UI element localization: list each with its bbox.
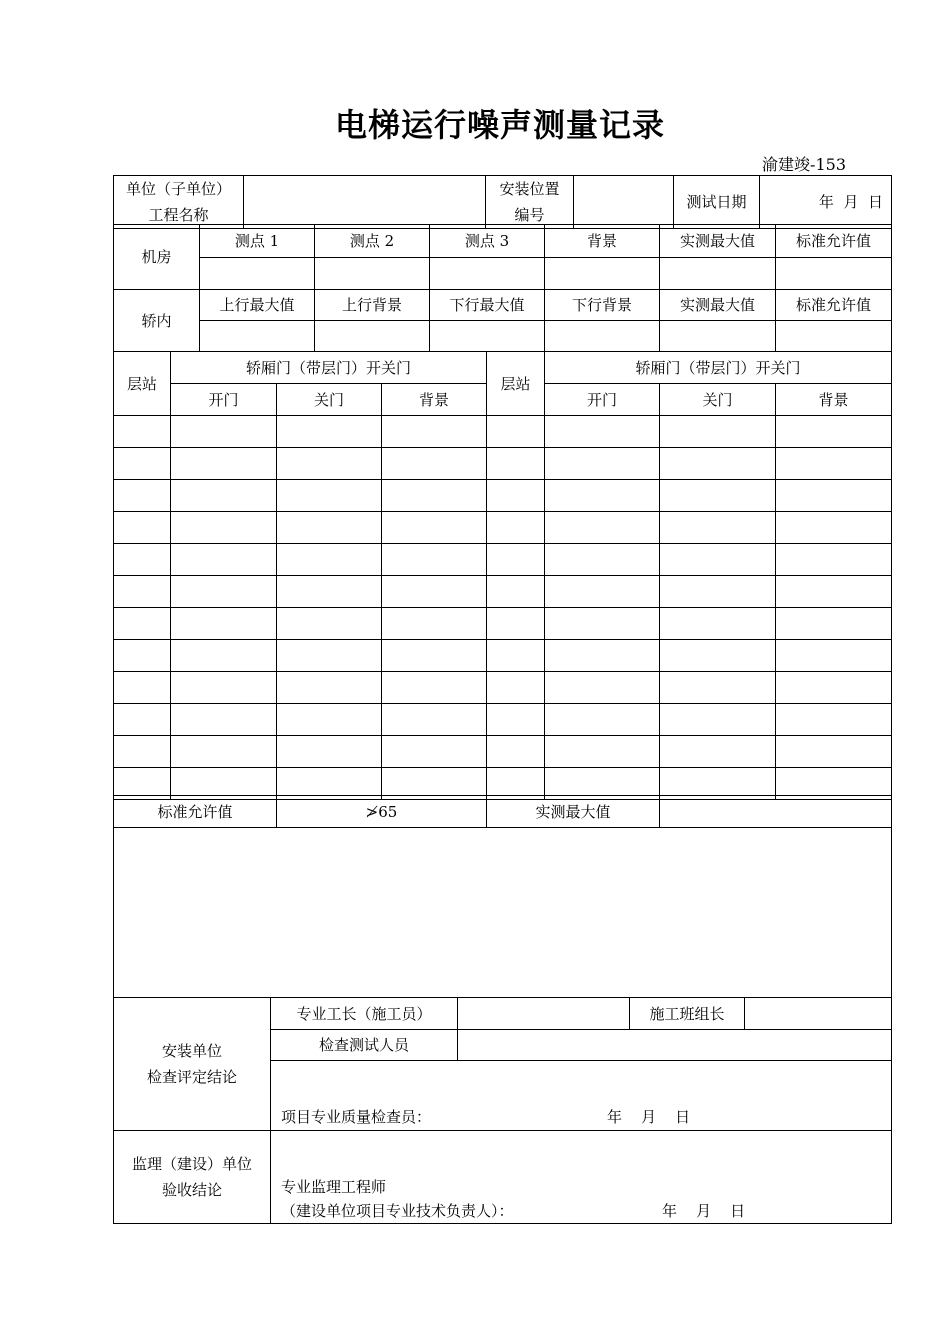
data-cell[interactable] — [315, 258, 430, 290]
tester-field[interactable] — [458, 1030, 892, 1061]
data-cell[interactable] — [382, 448, 487, 480]
team-leader-field[interactable] — [745, 998, 892, 1030]
data-cell[interactable] — [487, 448, 545, 480]
data-cell[interactable] — [776, 416, 892, 448]
table-row — [114, 576, 892, 608]
header-table — [113, 175, 892, 229]
remarks-area[interactable] — [114, 828, 892, 998]
station-label-left: 层站 — [114, 352, 171, 416]
data-cell[interactable] — [487, 736, 545, 768]
data-cell[interactable] — [545, 480, 660, 512]
unit-label: 单位（子单位） 工程名称 — [114, 176, 244, 229]
col-header: 背景 — [776, 384, 892, 416]
data-cell[interactable] — [487, 704, 545, 736]
data-cell[interactable] — [660, 512, 776, 544]
data-cell[interactable] — [171, 448, 277, 480]
supervisor-label-line1: 专业监理工程师 — [281, 1178, 387, 1196]
data-cell[interactable] — [487, 608, 545, 640]
col-header: 测点 1 — [200, 225, 315, 258]
data-cell[interactable] — [382, 704, 487, 736]
data-cell[interactable] — [660, 608, 776, 640]
data-cell[interactable] — [171, 608, 277, 640]
data-cell[interactable] — [200, 258, 315, 290]
table-row — [114, 608, 892, 640]
foreman-field[interactable] — [458, 998, 630, 1030]
col-header: 背景 — [382, 384, 487, 416]
col-header: 开门 — [171, 384, 277, 416]
col-header: 上行背景 — [315, 290, 430, 321]
install-position-label: 安装位置 编号 — [486, 176, 574, 229]
data-cell[interactable] — [487, 480, 545, 512]
data-cell[interactable] — [776, 608, 892, 640]
data-cell[interactable] — [660, 672, 776, 704]
data-cell[interactable] — [776, 672, 892, 704]
data-cell[interactable] — [660, 416, 776, 448]
data-cell[interactable] — [114, 736, 171, 768]
data-cell[interactable] — [114, 576, 171, 608]
col-header: 上行最大值 — [200, 290, 315, 321]
data-cell[interactable] — [171, 640, 277, 672]
col-header: 下行最大值 — [430, 290, 545, 321]
data-cell[interactable] — [660, 576, 776, 608]
data-cell[interactable] — [277, 448, 382, 480]
data-cell[interactable] — [545, 512, 660, 544]
data-cell[interactable] — [114, 416, 171, 448]
machine-room-label: 机房 — [114, 225, 200, 290]
data-cell[interactable] — [545, 321, 660, 352]
form-code: 渝建竣-153 — [762, 155, 846, 174]
data-cell[interactable] — [382, 672, 487, 704]
data-cell[interactable] — [776, 512, 892, 544]
col-header: 实测最大值 — [660, 290, 776, 321]
measured-max-field[interactable] — [660, 796, 892, 828]
data-cell[interactable] — [171, 544, 277, 576]
data-cell[interactable] — [382, 576, 487, 608]
col-header: 标准允许值 — [776, 290, 892, 321]
data-cell[interactable] — [114, 704, 171, 736]
supervision-label: 监理（建设）单位 验收结论 — [114, 1131, 271, 1224]
data-cell[interactable] — [114, 672, 171, 704]
measure-table — [113, 224, 892, 352]
data-cell[interactable] — [545, 672, 660, 704]
data-cell[interactable] — [430, 258, 545, 290]
col-header: 开门 — [545, 384, 660, 416]
data-cell[interactable] — [277, 672, 382, 704]
table-row — [114, 672, 892, 704]
table-row — [114, 704, 892, 736]
data-cell[interactable] — [660, 544, 776, 576]
data-cell[interactable] — [545, 416, 660, 448]
data-cell[interactable] — [171, 672, 277, 704]
measured-max-label: 实测最大值 — [487, 796, 660, 828]
supervisor-label-line2: （建设单位项目专业技术负责人）： — [281, 1202, 514, 1220]
station-label-right: 层站 — [487, 352, 545, 416]
install-position-field[interactable] — [574, 176, 674, 229]
data-cell[interactable] — [277, 544, 382, 576]
install-conclusion-area[interactable] — [271, 1061, 892, 1131]
col-header: 背景 — [545, 225, 660, 258]
data-cell[interactable] — [660, 704, 776, 736]
data-cell[interactable] — [776, 258, 892, 290]
data-cell[interactable] — [545, 640, 660, 672]
data-cell[interactable] — [545, 448, 660, 480]
supervision-conclusion-area[interactable] — [271, 1131, 892, 1224]
data-cell[interactable] — [277, 736, 382, 768]
col-header: 关门 — [277, 384, 382, 416]
door-group-header-right: 轿厢门（带层门）开关门 — [545, 352, 892, 384]
col-header: 标准允许值 — [776, 225, 892, 258]
data-cell[interactable] — [114, 640, 171, 672]
data-cell[interactable] — [114, 544, 171, 576]
table-row — [114, 512, 892, 544]
table-row — [114, 544, 892, 576]
data-cell[interactable] — [660, 321, 776, 352]
data-cell[interactable] — [487, 544, 545, 576]
car-inside-label: 轿内 — [114, 290, 200, 352]
table-row — [114, 640, 892, 672]
data-cell[interactable] — [776, 448, 892, 480]
data-cell[interactable] — [487, 512, 545, 544]
data-cell[interactable] — [776, 736, 892, 768]
data-cell[interactable] — [660, 258, 776, 290]
data-cell[interactable] — [776, 640, 892, 672]
data-cell[interactable] — [545, 576, 660, 608]
signature-table — [113, 997, 892, 1224]
data-cell[interactable] — [487, 416, 545, 448]
data-cell[interactable] — [171, 416, 277, 448]
data-cell[interactable] — [382, 480, 487, 512]
door-group-header-left: 轿厢门（带层门）开关门 — [171, 352, 487, 384]
data-cell[interactable] — [171, 512, 277, 544]
data-cell[interactable] — [382, 608, 487, 640]
test-date-label: 测试日期 — [674, 176, 760, 229]
data-cell[interactable] — [277, 704, 382, 736]
data-cell[interactable] — [277, 576, 382, 608]
data-cell[interactable] — [277, 480, 382, 512]
install-unit-label: 安装单位 检查评定结论 — [114, 998, 271, 1131]
team-leader-label: 施工班组长 — [630, 998, 745, 1030]
data-cell[interactable] — [382, 640, 487, 672]
table-row — [114, 480, 892, 512]
data-cell[interactable] — [277, 416, 382, 448]
col-header: 实测最大值 — [660, 225, 776, 258]
col-header: 关门 — [660, 384, 776, 416]
data-cell[interactable] — [776, 480, 892, 512]
page-title: 电梯运行噪声测量记录 — [334, 106, 665, 144]
floor-table — [113, 351, 892, 800]
data-cell[interactable] — [660, 480, 776, 512]
data-cell[interactable] — [315, 321, 430, 352]
data-cell[interactable] — [114, 512, 171, 544]
supervision-date: 年 月 日 — [662, 1202, 746, 1220]
data-cell[interactable] — [171, 704, 277, 736]
foreman-label: 专业工长（施工员） — [271, 998, 458, 1030]
data-cell[interactable] — [200, 321, 315, 352]
data-cell[interactable] — [277, 640, 382, 672]
data-cell[interactable] — [114, 448, 171, 480]
inspector-label: 项目专业质量检查员： — [281, 1108, 432, 1126]
data-cell[interactable] — [545, 736, 660, 768]
table-row — [114, 416, 892, 448]
data-cell[interactable] — [382, 544, 487, 576]
data-cell[interactable] — [545, 258, 660, 290]
table-row — [114, 736, 892, 768]
test-date-field[interactable]: 年 月 日 — [760, 176, 892, 229]
data-cell[interactable] — [114, 480, 171, 512]
table-row — [114, 448, 892, 480]
summary-table — [113, 795, 892, 998]
data-cell[interactable] — [171, 480, 277, 512]
install-date: 年 月 日 — [607, 1108, 691, 1126]
unit-value-field[interactable] — [244, 176, 486, 229]
data-cell[interactable] — [487, 640, 545, 672]
std-allowed-value: ≯65 — [277, 796, 487, 828]
data-cell[interactable] — [660, 640, 776, 672]
data-cell[interactable] — [382, 416, 487, 448]
col-header: 测点 3 — [430, 225, 545, 258]
data-cell[interactable] — [277, 512, 382, 544]
data-cell[interactable] — [382, 736, 487, 768]
data-cell[interactable] — [660, 448, 776, 480]
data-cell[interactable] — [776, 544, 892, 576]
data-cell[interactable] — [114, 608, 171, 640]
data-cell[interactable] — [277, 608, 382, 640]
data-cell[interactable] — [382, 512, 487, 544]
data-cell[interactable] — [776, 576, 892, 608]
data-cell[interactable] — [776, 704, 892, 736]
data-cell[interactable] — [171, 736, 277, 768]
data-cell[interactable] — [487, 576, 545, 608]
std-allowed-label: 标准允许值 — [114, 796, 277, 828]
data-cell[interactable] — [430, 321, 545, 352]
data-cell[interactable] — [545, 544, 660, 576]
col-header: 测点 2 — [315, 225, 430, 258]
data-cell[interactable] — [776, 321, 892, 352]
data-cell[interactable] — [545, 608, 660, 640]
data-cell[interactable] — [660, 736, 776, 768]
tester-label: 检查测试人员 — [271, 1030, 458, 1061]
col-header: 下行背景 — [545, 290, 660, 321]
data-cell[interactable] — [487, 672, 545, 704]
data-cell[interactable] — [545, 704, 660, 736]
data-cell[interactable] — [171, 576, 277, 608]
